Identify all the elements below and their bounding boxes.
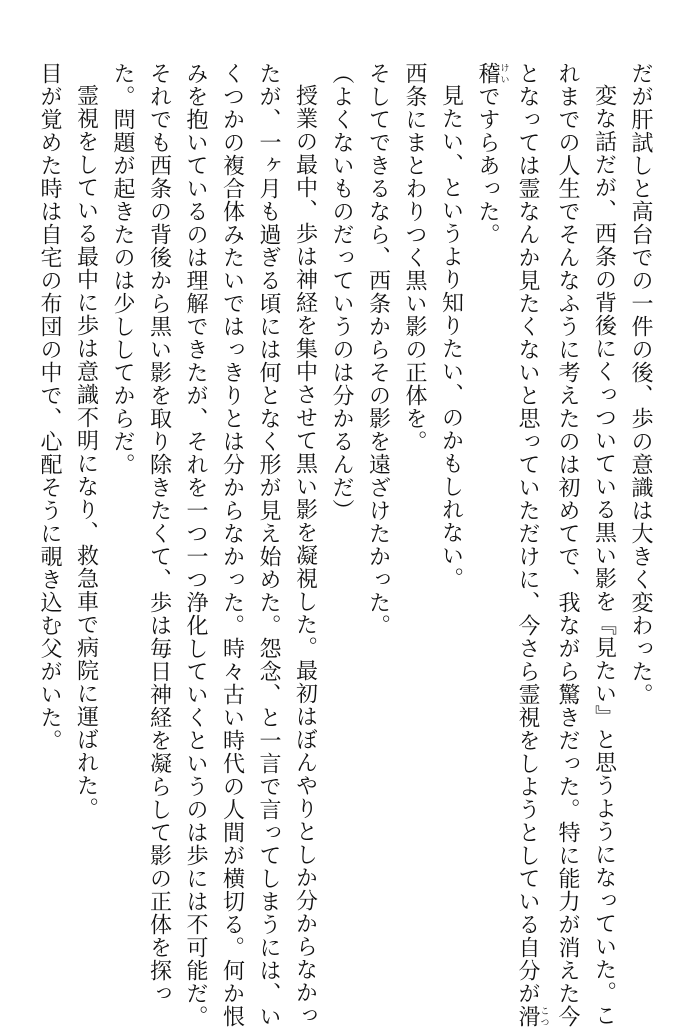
column-text: 変な話だが、西条の背後にくっついている黒い影を『見たい』と思うようになっていた。こ	[591, 84, 617, 1027]
column-text: 霊視をしている最中に歩は意識不明になり、救急車で病院に運ばれた。	[73, 84, 99, 820]
column-text: れまでの人生でそんなふうに考えたのは初めてで、我ながら驚きだった。特に能力が消えた今	[555, 62, 580, 1028]
text-column-10	[286, 62, 323, 1027]
column-text: そしてできるなら、西条からその影を遠ざけたかった。	[365, 62, 391, 637]
text-column-12	[213, 62, 250, 1028]
column-text: たが、一ヶ月も過ぎる頃には何となく形が見え始めた。怨念、と一言で言ってしまうには、い	[256, 62, 281, 1028]
ruby-reading: こつ	[538, 1005, 549, 1028]
text-column-13	[177, 62, 214, 1028]
column-text: 見たい、というより知りたい、のかもしれない。	[438, 84, 464, 590]
ruby-reading: けい	[498, 62, 509, 85]
text-column-7	[396, 62, 433, 982]
column-text: た。問題が起きたのは少ししてからだ。	[110, 62, 135, 476]
text-column-3	[549, 62, 586, 1028]
text-column-9	[323, 62, 360, 982]
text-column-6	[432, 62, 469, 982]
column-text: みを抱いているのは理解できたが、それを一つ一つ浄化していくというのは歩には不可能だ。	[183, 62, 208, 1028]
ruby-kei	[475, 62, 509, 85]
column-text: となっては霊なんか見たくないと思っていただけに、今さら霊視をしようとしている自分が	[515, 62, 540, 1005]
ruby-kotsu	[515, 1005, 549, 1028]
text-column-17	[31, 62, 68, 982]
text-column-4	[509, 62, 549, 1028]
text-column-5	[469, 62, 509, 982]
text-column-14	[140, 62, 177, 1005]
column-text: くつかの複合体みたいではっきりとは分からなかった。時々古い時代の人間が横切る。何か恨	[219, 62, 245, 1028]
text-column-8	[359, 62, 396, 982]
text-column-15	[104, 62, 141, 982]
text-column-2	[585, 62, 622, 1027]
column-text: 授業の最中、歩は神経を集中させて黒い影を凝視した。最初はぼんやりとしか分からなかっ	[292, 84, 318, 1027]
text-column-1	[622, 62, 659, 982]
column-text: ですらあった。	[475, 85, 500, 246]
column-text: 目が覚めた時は自宅の布団の中で、心配そうに覗き込む父がいた。	[37, 62, 62, 752]
ruby-base: 稽	[475, 62, 500, 85]
column-text: それでも西条の背後から黒い影を取り除きたくて、歩は毎日神経を凝らして影の正体を探っ	[146, 62, 172, 1005]
text-column-11	[250, 62, 287, 1028]
column-text: だが肝試しと高台での一件の後、歩の意識は大きく変わった。	[628, 62, 653, 706]
vertical-text-body	[31, 62, 659, 1028]
column-text: （よくないものだっていうのは分かるんだ）	[329, 62, 354, 522]
column-text: 西条にまとわりつく黒い影の正体を。	[402, 62, 427, 453]
text-column-16	[67, 62, 104, 982]
ruby-base: 滑	[515, 1005, 540, 1028]
